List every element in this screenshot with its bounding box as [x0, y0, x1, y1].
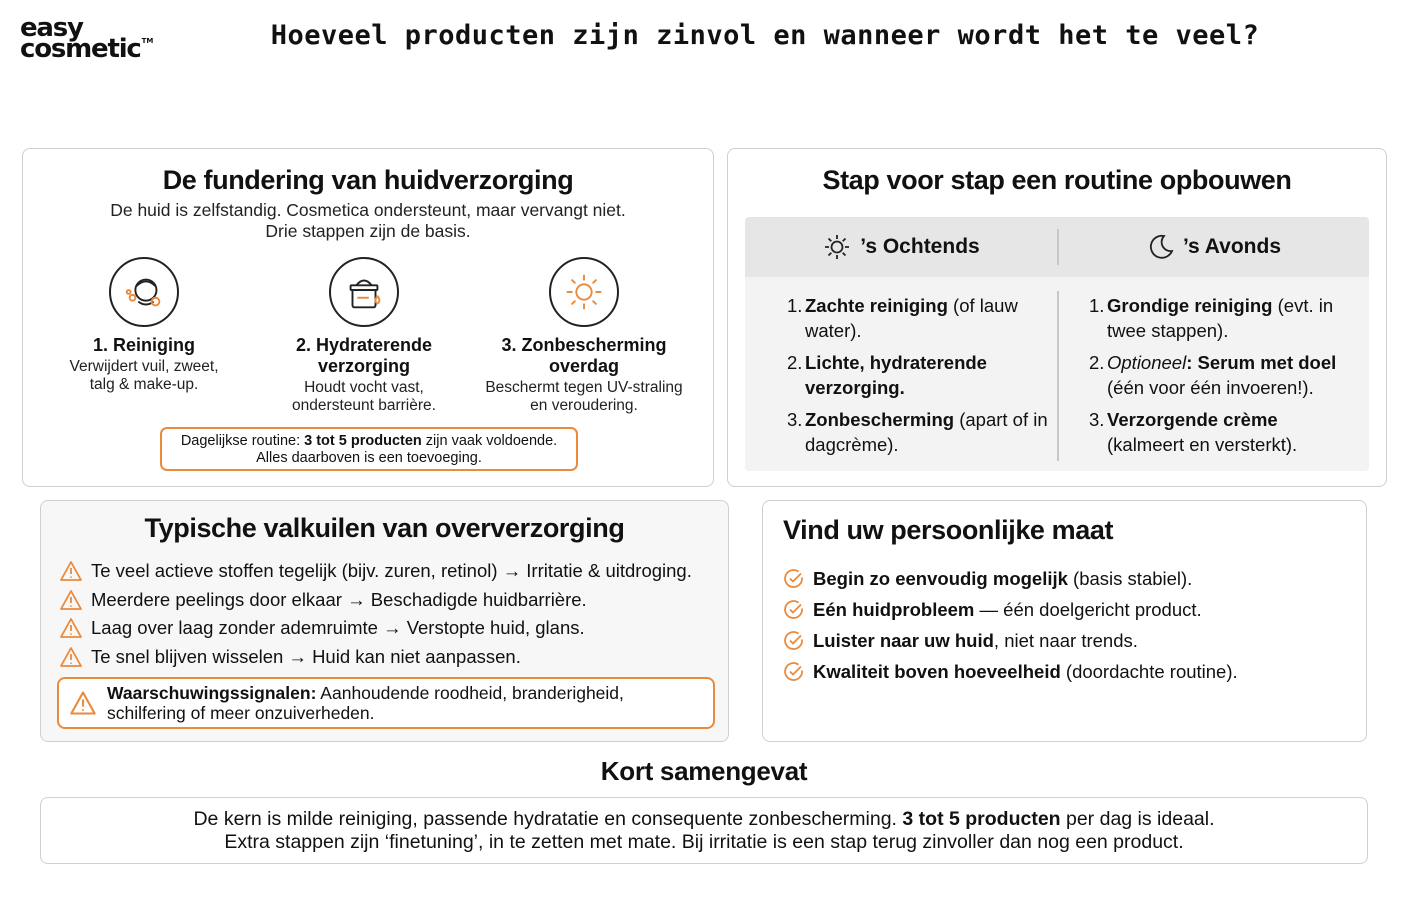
item-number: 1. [787, 295, 803, 316]
warning-icon [59, 589, 83, 611]
brand-logo [20, 13, 154, 65]
step-desc-line1: Beschermt tegen UV-straling [485, 379, 683, 396]
personal-measure-card [762, 500, 1367, 742]
step-desc-line1: Verwijdert vuil, zweet, [69, 358, 219, 375]
routine-title: Stap voor stap een routine opbouwen [822, 165, 1292, 195]
measure-text [813, 630, 1138, 652]
daily-routine-note [160, 427, 578, 471]
list-item [783, 656, 1353, 687]
item-bold: Grondige reiniging [1107, 295, 1273, 316]
pitfall-text: Meerdere peelings door elkaar → Beschadigde huidbarrière. [91, 588, 587, 610]
item-bold: Zonbescherming [805, 409, 955, 430]
page-title: Hoeveel producten zijn zinvol en wanneer wordt het te veel? [270, 20, 1260, 51]
warning-signals-box [57, 677, 715, 729]
list-item [1089, 350, 1351, 400]
item-bold: Verzorgende crème [1107, 409, 1278, 430]
measure-title: Vind uw persoonlijke maat [783, 515, 1114, 545]
pitfall-text: Laag over laag zonder ademruimte → Verstopte huid, glans. [91, 617, 585, 639]
cream-jar-icon [329, 257, 399, 327]
brand-logo-word: cosmetic [20, 34, 141, 65]
item-text: (apart of in dagcrème). [805, 409, 1048, 455]
routine-count: 3 tot 5 producten [304, 433, 422, 449]
daily-routine-line2: Alles daarboven is een toevoeging. [256, 450, 482, 466]
foundation-subtitle-line2: Drie stappen zijn de basis. [265, 221, 471, 241]
list-item [783, 563, 1353, 594]
measure-text [813, 568, 1192, 590]
foundation-title: De fundering van huidverzorging [162, 165, 574, 195]
pitfalls-list [59, 557, 724, 671]
measure-rest: — één doelgericht product. [974, 598, 1202, 620]
summary-card [40, 797, 1368, 864]
daily-routine-line1 [162, 433, 576, 450]
summary-line1-post: per dag is ideaal. [1060, 808, 1215, 830]
step-desc [29, 358, 259, 394]
warning-line1 [107, 683, 624, 703]
routine-suffix: zijn vaak voldoende. [421, 433, 558, 449]
check-circle-icon [783, 661, 805, 683]
step-hydration [249, 257, 479, 415]
measure-bold: Begin zo eenvoudig mogelijk [813, 567, 1068, 589]
step-title [469, 335, 699, 377]
warning-icon [59, 617, 83, 639]
list-item [783, 594, 1353, 625]
item-number: 1. [1089, 295, 1105, 316]
step-title-line1: 2. Hydraterende [295, 335, 433, 355]
measure-bold: Luister naar uw huid [813, 629, 994, 651]
step-title [249, 335, 479, 377]
step-desc-line2: ondersteunt barrière. [292, 397, 436, 414]
item-number: 3. [787, 409, 803, 430]
item-bold: Lichte, hydraterende verzorging. [805, 352, 987, 398]
evening-list [1089, 293, 1351, 464]
warning-signals-text [107, 683, 624, 723]
item-number: 3. [1089, 409, 1105, 430]
item-text: (kalmeert en versterkt). [1107, 434, 1298, 455]
measure-text [813, 661, 1238, 683]
list-item [59, 643, 724, 672]
evening-label: ’s Avonds [1182, 235, 1282, 258]
routine-card [727, 148, 1387, 487]
measure-rest: (doordachte routine). [1060, 660, 1238, 682]
trademark-mark: TM [141, 37, 154, 46]
measure-rest: , niet naar trends. [993, 629, 1138, 651]
sun-icon [549, 257, 619, 327]
check-circle-icon [783, 630, 805, 652]
foundation-subtitle [23, 200, 713, 242]
cleansing-face-icon [109, 257, 179, 327]
routine-panel [745, 217, 1369, 471]
evening-header [1057, 217, 1369, 277]
list-item [787, 407, 1057, 457]
summary-line1-bold: 3 tot 5 producten [902, 808, 1061, 830]
column-divider [1057, 291, 1059, 461]
list-item [59, 586, 724, 615]
pitfalls-card [40, 500, 729, 742]
step-cleansing [29, 257, 259, 394]
list-item [1089, 293, 1351, 343]
step-desc [469, 379, 699, 415]
step-title-line2: verzorging [317, 356, 410, 376]
list-item [783, 625, 1353, 656]
step-title: 1. Reiniging [92, 335, 195, 355]
foundation-steps [23, 257, 713, 417]
brand-logo-line1: easy [20, 13, 83, 43]
list-item [787, 350, 1057, 400]
measure-text [813, 599, 1202, 621]
step-desc-line2: en veroudering. [530, 397, 638, 414]
item-italic: Optioneel [1107, 352, 1187, 373]
sun-outline-icon [822, 232, 852, 262]
moon-icon [1145, 232, 1175, 262]
summary-line1-pre: De kern is milde reiniging, passende hydratatie en consequente zonbescherming. [193, 808, 903, 830]
brand-logo-line2 [20, 34, 154, 65]
measure-list [783, 563, 1353, 687]
step-title-line2: overdag [548, 356, 620, 376]
summary-line1 [41, 808, 1367, 831]
item-text: (evt. in twee stappen). [1107, 295, 1334, 341]
step-desc [249, 379, 479, 415]
morning-label: ’s Ochtends [860, 235, 980, 258]
morning-list [787, 293, 1057, 464]
item-text: (of lauw water). [805, 295, 1018, 341]
foundation-card [22, 148, 714, 487]
warning-icon [59, 560, 83, 582]
warning-line2: schilfering of meer onzuiverheden. [107, 703, 375, 723]
item-bold: Zachte reiniging [805, 295, 948, 316]
measure-rest: (basis stabiel). [1067, 567, 1193, 589]
list-item [59, 614, 724, 643]
list-item [1089, 407, 1351, 457]
check-circle-icon [783, 599, 805, 621]
warning-label: Waarschuwingssignalen: [107, 683, 317, 703]
step-desc-line1: Houdt vocht vast, [304, 379, 424, 396]
warning-icon [59, 646, 83, 668]
pitfalls-title: Typische valkuilen van oververzorging [144, 513, 625, 543]
foundation-subtitle-line1: De huid is zelfstandig. Cosmetica ondersteunt, maar vervangt niet. [110, 200, 626, 220]
step-title-line1: 3. Zonbescherming [501, 335, 667, 355]
item-bold: : Serum met doel [1186, 352, 1337, 373]
step-desc-line2: talg & make-up. [89, 376, 199, 393]
warning-icon [69, 690, 97, 716]
summary-title: Kort samengevat [600, 756, 808, 786]
item-number: 2. [1089, 352, 1105, 373]
item-number: 2. [787, 352, 803, 373]
measure-bold: Eén huidprobleem [813, 598, 975, 620]
header-divider [1057, 229, 1059, 265]
pitfall-text: Te snel blijven wisselen → Huid kan niet aanpassen. [91, 645, 521, 667]
measure-bold: Kwaliteit boven hoeveelheid [813, 660, 1061, 682]
routine-prefix: Dagelijkse routine: [180, 433, 305, 449]
item-text: (één voor één invoeren!). [1107, 377, 1314, 398]
pitfall-text: Te veel actieve stoffen tegelijk (bijv. zuren, retinol) → Irritatie & uitdroging. [91, 560, 692, 582]
warning-rest: Aanhoudende roodheid, branderigheid, [316, 683, 624, 703]
list-item [787, 293, 1057, 343]
list-item [59, 557, 724, 586]
morning-header [745, 217, 1057, 277]
step-sun-protection [469, 257, 699, 415]
check-circle-icon [783, 568, 805, 590]
summary-line2: Extra stappen zijn ‘finetuning’, in te zetten met mate. Bij irritatie is een stap terug zinvoller dan nog een product. [224, 831, 1184, 853]
